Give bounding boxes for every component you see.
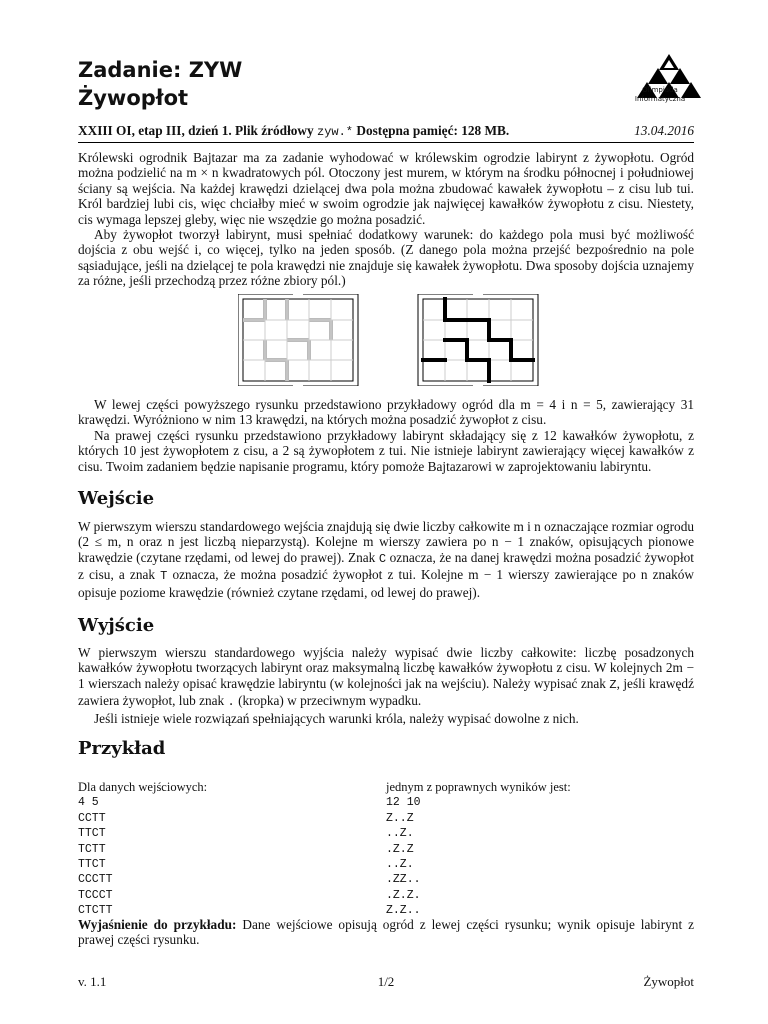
example-input-line: CCTT — [78, 811, 106, 825]
example-output-line: 12 10 — [386, 796, 421, 810]
input-paragraph: W pierwszym wierszu standardowego wejścia znajdują się dwie liczby całkowite m i n oznaczające rozmiar ogrodu (2 ≤ m, n oraz n jest liczbą nieparzystą). Kolejne m wierszy zawiera po n − 1 znaków, opisujących pionowe krawędzie (czytane rzędami, od lewej do prawej). Znak C oznacza, że na danej krawędzi można posadzić żywopłot z cisu, a znak T oznacza, że można posadzić żywopłot z tui. Kolejne m − 1 wierszy zawierające po n znaków opisuje poziome krawędzie (również czytane rzędami, od lewej do prawej). — [78, 519, 694, 600]
figure-description — [78, 397, 694, 474]
example-input-line: TCCCT — [78, 888, 113, 902]
example-input-line: CCCTT — [78, 873, 113, 887]
intro-paragraph-2: Aby żywopłot tworzył labirynt, musi spełniać dodatkowy warunek: do każdego pola musi być możliwość dojścia z obu wejść i, co więcej, tylko na jeden sposób. (Z danego pola można przejść bezpośrednio na pole sąsiadujące, jeśli na dzielącej te pola krawędzi nie znajduje się kawałek żywopłotu. Dwa sposoby dojścia uznajemy za różne, jeśli przechodzą przez różne zbiory pól.) — [78, 227, 694, 289]
garden-figure-left — [238, 294, 358, 386]
task-meta — [78, 123, 694, 139]
example-output-line: .Z.Z. — [386, 888, 421, 902]
maze-figure-right — [418, 294, 538, 386]
example-output-line: ..Z. — [386, 858, 414, 872]
example-input-line: TTCT — [78, 858, 106, 872]
task-title — [78, 56, 242, 112]
input-text — [78, 519, 694, 600]
meta-info: XXIII OI, etap III, dzień 1. Plik źródłowy zyw.* Dostępna pamięć: 128 MB. — [78, 123, 510, 139]
header-rule — [78, 142, 694, 143]
example-input-line: TTCT — [78, 827, 106, 841]
output-heading: Wyjście — [78, 615, 155, 636]
intro-text — [78, 150, 694, 289]
output-paragraph-1: W pierwszym wierszu standardowego wyjścia należy wypisać dwie liczby całkowite: liczbę posadzonych kawałków żywopłotu tworzących labirynt oraz maksymalną liczbę kawałków żywopłotu z cisu. W kolejnych 2m − 1 wierszach należy opisać krawędzie labiryntu (w kolejności jak na wejściu). Należy wypisać znak Z, jeśli krawędź zawiera żywopłot, lub znak . (kropka) w przeciwnym wypadku. — [78, 645, 694, 710]
example-output-column — [386, 780, 686, 919]
example-explanation — [78, 917, 694, 948]
task-code: Zadanie: ZYW — [78, 58, 243, 82]
footer-task-name: Żywopłot — [643, 974, 694, 989]
example-input-label: Dla danych wejściowych: — [78, 780, 208, 794]
footer-page-number: 1/2 — [377, 974, 395, 989]
example-input-line: CTCTT — [78, 904, 113, 918]
example-input-line: 4 5 — [78, 796, 99, 810]
example-output-line: Z.Z.. — [386, 904, 421, 918]
figure-paragraph-1: W lewej części powyższego rysunku przedstawiono przykładowy ogród dla m = 4 i n = 5, zawierający 31 krawędzi. Wyróżniono w nim 13 krawędzi, na których można posadzić żywopłot z cisu. — [78, 397, 694, 428]
explanation-label: Wyjaśnienie do przykładu: — [78, 917, 237, 932]
meta-date: 13.04.2016 — [634, 123, 694, 138]
example-input-column — [78, 780, 378, 919]
logo-caption: Olimpiada Informatyczna — [634, 86, 686, 103]
example-heading: Przykład — [78, 738, 166, 759]
example-output-line: .ZZ.. — [386, 873, 421, 887]
page-footer — [78, 974, 694, 990]
example-input-line: TCTT — [78, 842, 106, 856]
output-text — [78, 645, 694, 726]
figure-paragraph-2: Na prawej części rysunku przedstawiono przykładowy labirynt składający się z 12 kawałków żywopłotu, z których 10 jest żywopłotem z cisu, a 2 są żywopłotem z tui. Nie istnieje labirynt zawierający więcej kawałków z cisu. Twoim zadaniem będzie napisanie programu, który pomoże Bajtazarowi w zaprojektowaniu labiryntu. — [78, 427, 694, 474]
example-output-label: jednym z poprawnych wyników jest: — [386, 780, 571, 794]
example-output-line: Z..Z — [386, 811, 414, 825]
footer-version: v. 1.1 — [78, 974, 107, 989]
intro-paragraph-1: Królewski ogrodnik Bajtazar ma za zadanie wyhodować w królewskim ogrodzie labirynt z żywopłotu. Ogród można podzielić na m × n kwadratowych pól. Otoczony jest murem, w którym na środku północnej i południowej ściany są wejścia. Na każdej krawędzi dzielącej dwa pola można zbudować kawałek żywopłotu – z cisu lub tui. Król bardziej lubi cis, więc chciałby mieć w swoim ogrodzie jak najwięcej kawałków żywopłotu z cisu. Niestety, cis wymaga lepszej gleby, więc nie wszędzie go można posadzić. — [78, 150, 694, 227]
input-heading: Wejście — [78, 488, 155, 509]
example-output-line: .Z.Z — [386, 842, 414, 856]
task-name: Żywopłot — [78, 86, 189, 110]
document-page — [78, 0, 694, 1024]
figures — [238, 294, 658, 386]
example-output-line: ..Z. — [386, 827, 414, 841]
output-paragraph-2: Jeśli istnieje wiele rozwiązań spełniających warunki króla, należy wypisać dowolne z nich. — [94, 710, 579, 726]
explanation-text: Dane wejściowe opisują ogród z lewej części rysunku; wynik opisuje labirynt z prawej części rysunku. — [78, 917, 694, 948]
